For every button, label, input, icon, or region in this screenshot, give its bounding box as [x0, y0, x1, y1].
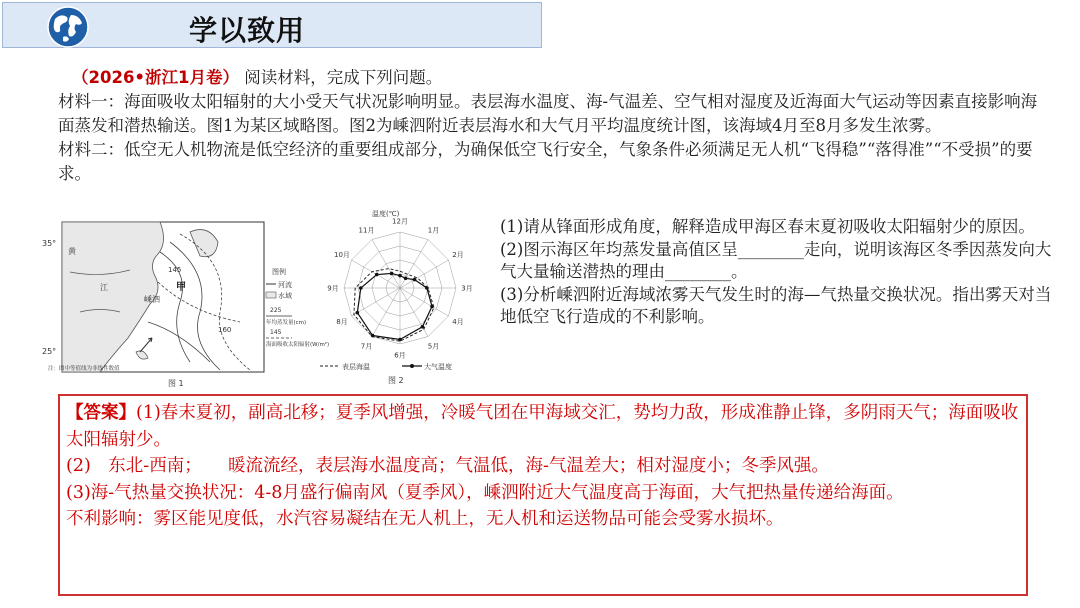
answer-1 — [66, 400, 1020, 453]
radar-month-label: 3月 — [461, 284, 473, 293]
legend-sea-temp: 表层海温 — [342, 363, 370, 371]
figure2-caption: 图 2 — [388, 376, 404, 385]
answer-3: (3)海-气热量交换状况：4-8月盛行偏南风（夏季风），嵊泗附近大气温度高于海面，大气把热量传递给海面。 — [66, 482, 904, 503]
contour-145-label: 145 — [168, 266, 182, 274]
answer-1-text: (1)春末夏初，副高北移；夏季风增强，冷暖气团在甲海域交汇，势均力敌，形成准静止锋，多阴雨天气；海面吸收太阳辐射少。 — [66, 403, 1019, 450]
contour-160-label: 160 — [218, 326, 232, 334]
figure2-axis-label: 温度(℃) — [372, 210, 400, 218]
subquestion-3: (3)分析嵊泗附近海域浓雾天气发生时的海—气热量交换状况。指出雾天对当地低空飞行造成的不利影响。 — [500, 284, 1052, 326]
jiang-label: 江 — [100, 283, 108, 292]
air-temp-point — [356, 311, 360, 315]
radar-spoke — [400, 288, 448, 316]
question-source: （2026•浙江1月卷） — [72, 68, 239, 87]
legend-v225: 225 — [270, 307, 282, 314]
radar-spoke — [372, 240, 400, 288]
question-prompt: 阅读材料，完成下列问题。 — [244, 68, 443, 87]
legend-air-temp: 大气温度 — [424, 363, 452, 371]
air-temp-point — [430, 305, 434, 309]
page-title: 学以致用 — [189, 14, 306, 47]
air-temp-point — [398, 338, 402, 342]
air-temp-point — [375, 273, 379, 277]
radar-month-label: 6月 — [394, 351, 406, 360]
answer-4: 不利影响：雾区能见度低，水汽容易凝结在无人机上，无人机和运送物品可能会受雾水损坏。 — [66, 509, 784, 529]
material-two: 材料二：低空无人机物流是低空经济的重要组成部分，为确保低空飞行安全，气象条件必须满足无人机“飞得稳”“落得准”“不受损”的要求。 — [58, 140, 1033, 183]
radar-month-label: 9月 — [327, 284, 339, 293]
legend-scale-text: 年均蒸发量(cm) — [266, 320, 307, 326]
radar-spoke — [372, 288, 400, 336]
header-banner — [2, 2, 542, 48]
answer-box — [58, 394, 1028, 596]
radar-month-label: 1月 — [427, 226, 440, 235]
air-temp-point — [398, 274, 402, 278]
radar-month-label: 11月 — [358, 226, 375, 235]
air-temp-point — [413, 278, 417, 282]
legend-water: 水域 — [278, 292, 292, 300]
air-temp-point — [390, 272, 394, 276]
air-temp-point — [404, 277, 408, 281]
shengsi-label: 嵊泗 — [144, 295, 160, 304]
answer-2: (2) 东北-西南； 暖流流经，表层海水温度高；气温低，海-气温差大；相对湿度小；冬季风强。 — [66, 456, 829, 476]
lat35-label: 35° — [42, 239, 57, 248]
radar-month-label: 12月 — [392, 217, 408, 226]
radar-month-label: 4月 — [452, 318, 464, 326]
air-temp-point — [359, 286, 363, 290]
globe-icon — [43, 5, 93, 49]
jia-label: 甲 — [176, 282, 186, 293]
air-temp-point — [425, 286, 429, 290]
legend-v145: 145 — [270, 329, 282, 336]
figure1-map — [40, 212, 330, 390]
figure2-radar — [316, 206, 484, 386]
subquestion-1: (1)请从锋面形成角度，解释造成甲海区春末夏初吸收太阳辐射少的原因。 — [500, 217, 1035, 236]
radar-month-label: 7月 — [360, 342, 373, 351]
question-text — [58, 66, 1048, 186]
figure1-caption: 图 1 — [168, 379, 184, 388]
subquestion-2: (2)图示海区年均蒸发量高值区呈________走向，说明该海区冬季因蒸发向大气大量输送潜热的理由________。 — [500, 239, 1052, 281]
sea-left-label: 黄 — [68, 247, 76, 256]
subquestions — [500, 216, 1060, 329]
radar-month-label: 5月 — [427, 342, 440, 351]
material-one: 材料一：海面吸收太阳辐射的大小受天气状况影响明显。表层海水温度、海-气温差、空气相对湿度及近海面大气运动等因素直接影响海面蒸发和潜热输送。图1为某区域略图。图2为嵊泗附近表层海水和大气月平均温度统计图，该海域4月至8月多发生浓雾。 — [58, 92, 1038, 135]
air-temp-point — [421, 325, 425, 329]
figure1-note: 注：图中等值线为非线性数值 — [48, 366, 120, 372]
legend-rad-text: 海面吸收太阳辐射(W/m²) — [266, 342, 330, 348]
legend-river: 河流 — [278, 281, 292, 289]
radar-month-label: 10月 — [334, 251, 350, 259]
radar-month-label: 2月 — [452, 251, 464, 259]
radar-month-label: 8月 — [336, 318, 348, 326]
lat25-label: 25° — [42, 347, 57, 356]
question-intro — [58, 66, 1048, 90]
air-temp-series — [357, 273, 432, 339]
air-temp-point — [371, 334, 375, 338]
legend-title: 图例 — [272, 268, 286, 276]
answer-tag: 【答案】 — [66, 403, 136, 423]
